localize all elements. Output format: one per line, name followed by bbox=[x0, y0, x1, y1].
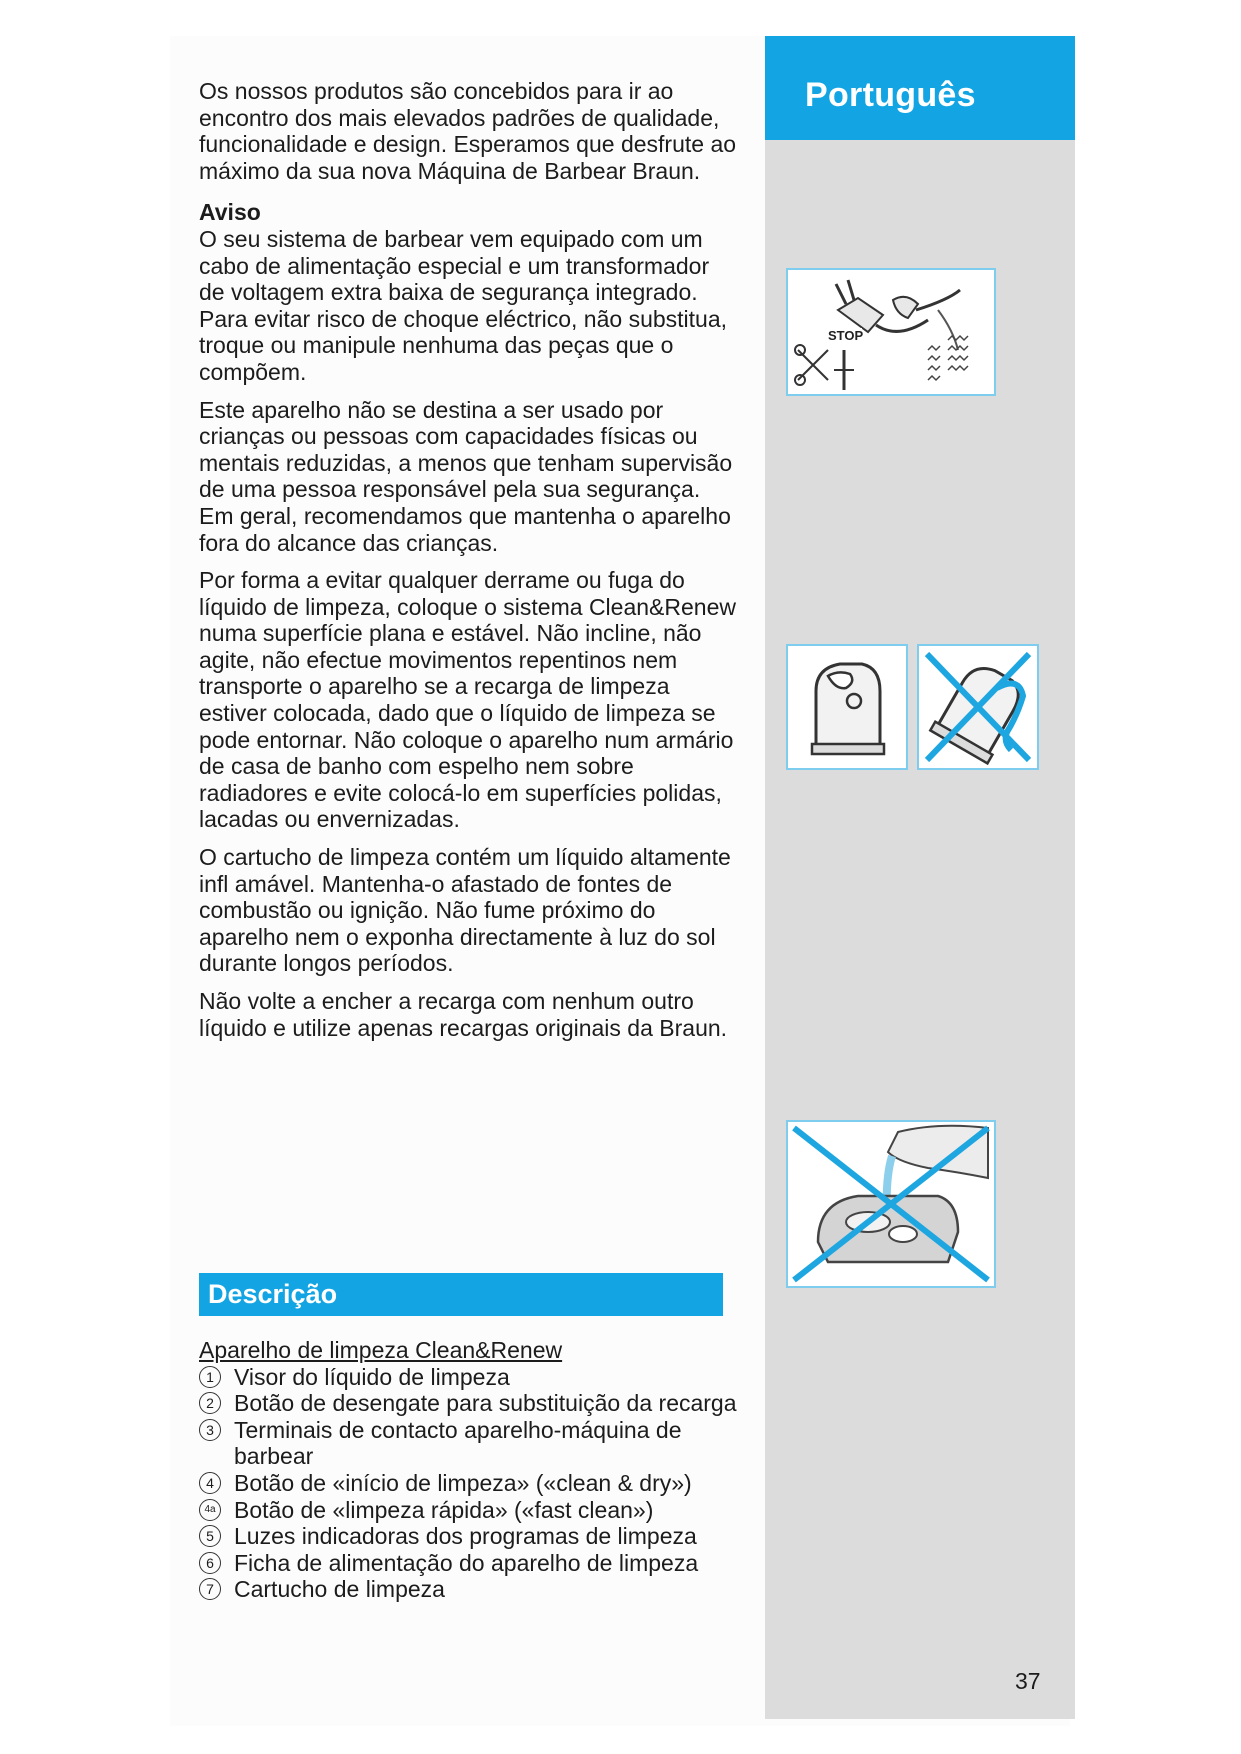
item-text: Cartucho de limpeza bbox=[234, 1576, 445, 1603]
warning-paragraph-flammable: O cartucho de limpeza contém um líquido altamente infl amável. Mantenha-o afastado de fontes de combustão ou ignição. Não fume próximo do aparelho nem o exponha directamente à luz do sol durante longos períodos. bbox=[199, 844, 731, 977]
warning-paragraph-stability: Por forma a evitar qualquer derrame ou fuga do líquido de limpeza, coloque o sistema Clean&Renew numa superfície plana e estável. Não incline, não agite, não efectue movimentos repentinos nem transporte o aparelho se a recarga de limpeza estiver colocada, dado que o líquido de limpeza se pode entornar. Não coloque o aparelho num armário de casa de banho com espelho nem sobre radiadores e evite colocá-lo em superfícies polidas, lacadas ou envernizadas. bbox=[199, 567, 736, 833]
list-item bbox=[199, 1497, 739, 1524]
power-cable-drawing bbox=[788, 270, 994, 394]
warning-heading: Aviso bbox=[199, 199, 261, 226]
device-tilted-drawing bbox=[919, 646, 1037, 768]
item-number-badge: 5 bbox=[199, 1525, 221, 1547]
list-item bbox=[199, 1417, 739, 1470]
list-item bbox=[199, 1364, 739, 1391]
device-upright-drawing bbox=[788, 646, 906, 768]
warning-paragraph-children: Este aparelho não se destina a ser usado por crianças ou pessoas com capacidades físicas ou mentais reduzidas, a menos que tenham supervisão de uma pessoa responsável pela sua segurança. Em geral, recomendamos que mantenha o aparelho fora do alcance das crianças. bbox=[199, 396, 733, 556]
language-header bbox=[765, 36, 1075, 140]
illustration-device-tilted-crossed bbox=[917, 644, 1039, 770]
illustration-device-upright bbox=[786, 644, 908, 770]
item-text: Luzes indicadoras dos programas de limpeza bbox=[234, 1523, 697, 1550]
item-number-badge: 6 bbox=[199, 1552, 221, 1574]
item-number-badge: 4a bbox=[199, 1499, 221, 1521]
list-item bbox=[199, 1550, 739, 1577]
list-item bbox=[199, 1470, 739, 1497]
list-item bbox=[199, 1523, 739, 1550]
parts-subheading: Aparelho de limpeza Clean&Renew bbox=[199, 1337, 563, 1363]
refill-drawing bbox=[788, 1122, 994, 1286]
description-title: Descrição bbox=[208, 1279, 338, 1309]
item-text: Terminais de contacto aparelho-máquina de barbear bbox=[234, 1416, 682, 1470]
item-number-badge: 7 bbox=[199, 1578, 221, 1600]
item-number-badge: 1 bbox=[199, 1366, 221, 1388]
list-item bbox=[199, 1390, 739, 1417]
intro-paragraph: Os nossos produtos são concebidos para ir ao encontro dos mais elevados padrões de qualidade, funcionalidade e design. Esperamos que desfrute ao máximo da sua nova Máquina de Barbear Braun. bbox=[199, 78, 737, 184]
parts-section bbox=[199, 1337, 739, 1603]
main-text-column bbox=[199, 78, 739, 1041]
warning-paragraph-cable: O seu sistema de barbear vem equipado com um cabo de alimentação especial e um transformador de voltagem extra baixa de segurança integrado. Para evitar risco de choque eléctrico, não substitua, troque ou manipule nenhuma das peças que o compõem. bbox=[199, 225, 728, 385]
illustration-refill-crossed bbox=[786, 1120, 996, 1288]
item-number-badge: 4 bbox=[199, 1472, 221, 1494]
parts-list bbox=[199, 1364, 739, 1603]
item-text: Ficha de alimentação do aparelho de limpeza bbox=[234, 1549, 699, 1576]
item-text: Botão de desengate para substituição da recarga bbox=[234, 1390, 737, 1417]
item-text: Visor do líquido de limpeza bbox=[234, 1363, 510, 1390]
page-number: 37 bbox=[1015, 1668, 1041, 1694]
stop-label: STOP bbox=[828, 328, 864, 343]
list-item bbox=[199, 1576, 739, 1603]
description-section-header bbox=[199, 1273, 723, 1316]
warning-paragraph-refill: Não volte a encher a recarga com nenhum outro líquido e utilize apenas recargas originais da Braun. bbox=[199, 988, 728, 1041]
illustration-power-cable bbox=[786, 268, 996, 396]
item-text: Botão de «início de limpeza» («clean & dry») bbox=[234, 1469, 692, 1496]
item-number-badge: 3 bbox=[199, 1419, 221, 1441]
item-number-badge: 2 bbox=[199, 1392, 221, 1414]
language-title: Português bbox=[805, 76, 976, 114]
item-text: Botão de «limpeza rápida» («fast clean») bbox=[234, 1496, 654, 1523]
